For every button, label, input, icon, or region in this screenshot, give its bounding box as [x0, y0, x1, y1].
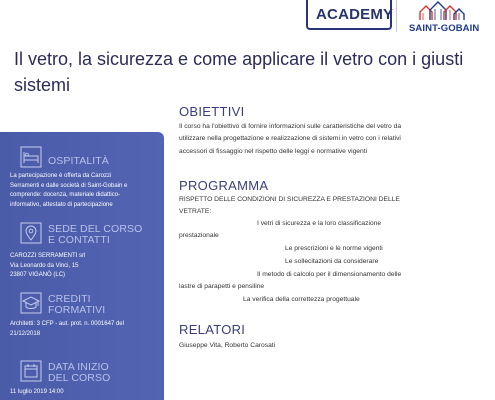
- header-logos: [0, 0, 495, 36]
- speakers-names: Giuseppe Vita, Roberto Carosati: [179, 342, 276, 349]
- objectives-line: utilizzare nella progettazione e realizzazione di sistemi in vetro con i relativi: [179, 135, 401, 143]
- credits-heading-line: CREDITI: [48, 293, 91, 305]
- page-title-line-2: sistemi: [14, 75, 71, 95]
- objectives-text: [179, 121, 485, 158]
- credits-line: Architetti: 3 CFP - aut. prot. n. 0001647 del: [10, 321, 124, 327]
- academy-logo: ACADEMY: [316, 6, 394, 23]
- date-heading-line: DEL CORSO: [48, 372, 111, 384]
- objectives-line: accessori di fissaggio nel rispetto delle leggi e normative vigenti: [179, 147, 368, 155]
- objectives-heading: OBIETTIVI: [179, 104, 245, 119]
- program-item: Le prescrizioni e le norme vigenti: [285, 245, 383, 252]
- venue-line: 23807 VIGANÒ (LC): [10, 272, 66, 278]
- program-intro: VETRATE:: [179, 208, 212, 215]
- venue-line: Via Leonardo da Vinci, 15: [10, 262, 79, 269]
- speakers-heading: RELATORI: [179, 322, 246, 337]
- objectives-line: Il corso ha l'obiettivo di fornire informazioni sulle caratteristiche del vetro da: [179, 123, 402, 130]
- hospitality-text: [10, 172, 160, 210]
- program-item: La verifica della correttezza progettuale: [243, 296, 360, 303]
- program-item: Le sollecitazioni da considerare: [285, 258, 379, 265]
- hospitality-line: informativo, attestato di partecipazione: [10, 201, 113, 208]
- page-title-line-1: Il vetro, la sicurezza e come applicare il vetro con i giusti: [14, 49, 464, 69]
- hospitality-line: comprende: docenza, materiale didattico-: [10, 192, 121, 198]
- logo-divider: [396, 0, 397, 32]
- hospitality-heading: OSPITALITÀ: [48, 155, 109, 167]
- program-intro: RISPETTO DELLE CONDIZIONI DI SICUREZZA E PRESTAZIONI DELLE: [179, 196, 400, 203]
- program-heading: PROGRAMMA: [179, 178, 269, 193]
- hospitality-line: La partecipazione è offerta da Carozzi: [10, 173, 112, 179]
- info-sidebar: [0, 132, 164, 400]
- page-title: [14, 46, 484, 98]
- date-heading-line: DATA INIZIO: [48, 361, 109, 373]
- program-item: lastre di parapetti e pensiline: [179, 283, 265, 290]
- credits-line: 21/12/2018: [10, 330, 41, 337]
- bed-icon: [20, 146, 42, 168]
- date-text: [10, 388, 160, 398]
- credits-heading: [48, 294, 105, 316]
- program-item: I vetri di sicurezza e la loro classificazione: [257, 220, 382, 227]
- venue-heading-line: SEDE DEL CORSO: [48, 223, 143, 235]
- program-item: prestazionale: [179, 232, 219, 239]
- date-line: 11 luglio 2019 14:00: [10, 389, 64, 395]
- saint-gobain-roof-icon: [418, 0, 468, 22]
- venue-heading: [48, 224, 142, 246]
- venue-text: [10, 252, 160, 281]
- saint-gobain-logo: SAINT-GOBAIN: [409, 23, 480, 34]
- credits-heading-line: FORMATIVI: [48, 304, 106, 316]
- map-pin-icon: [20, 222, 42, 244]
- program-item: Il metodo di calcolo per il dimensionamento delle: [257, 271, 402, 278]
- calendar-icon: [20, 360, 42, 382]
- hospitality-line: Serramenti e dalle società di Saint-Gobain e: [10, 182, 128, 189]
- graduation-cap-icon: [20, 292, 42, 314]
- date-heading: [48, 362, 110, 384]
- venue-line: CAROZZI SERRAMENTI srl: [10, 253, 86, 259]
- venue-heading-line: E CONTATTI: [48, 234, 110, 246]
- credits-text: [10, 320, 160, 339]
